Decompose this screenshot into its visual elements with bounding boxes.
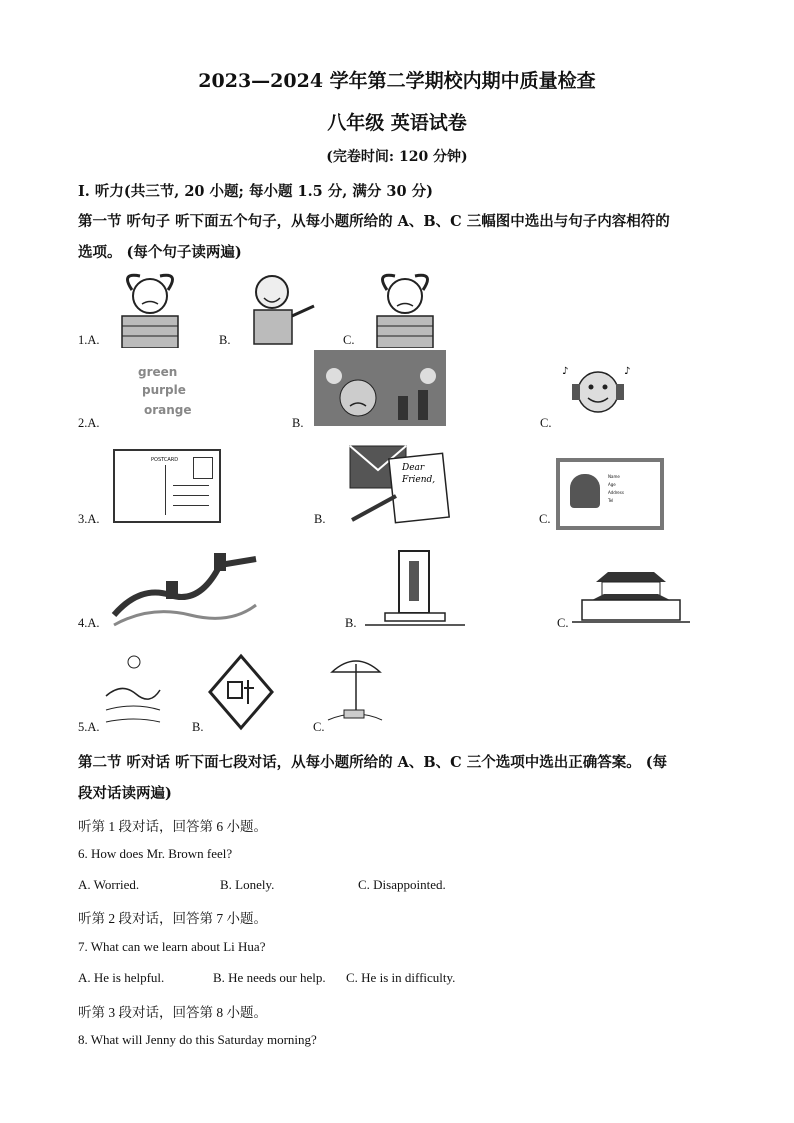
section1-instructions-line2: 选项。 (每个句子读两遍) [78, 244, 242, 261]
tiananmen-image [572, 560, 690, 626]
q6-option-b: B. Lonely. [220, 877, 275, 892]
q5-label-a: 5.A. [78, 720, 100, 734]
q6-option-a: A. Worried. [78, 877, 140, 892]
q7-option-c: C. He is in difficulty. [346, 970, 456, 985]
q5-label-b: B. [192, 720, 204, 734]
beach-umbrella-image [326, 650, 384, 730]
q4-label-b: B. [345, 616, 357, 630]
postcard-image [113, 449, 221, 523]
question-8: 8. What will Jenny do this Saturday morning? [78, 1032, 317, 1047]
color-word-green: green [138, 365, 178, 379]
letter-text-dear: Dear [402, 463, 425, 473]
q4-label-a: 4.A. [78, 616, 100, 630]
worried-boy-image-2 [355, 268, 455, 348]
id-card-field-tel: Tel [608, 498, 614, 503]
id-card-image [556, 458, 664, 530]
colors-words-image [108, 353, 198, 421]
q1-label-b: B. [219, 333, 231, 347]
q7-option-b: B. He needs our help. [213, 970, 326, 985]
q1-label-c: C. [343, 333, 355, 347]
sad-faces-image [314, 350, 446, 426]
exam-time: (完卷时间: 120 分钟) [326, 149, 468, 165]
q1-label-a: 1.A. [78, 333, 100, 347]
q6-option-c: C. Disappointed. [358, 877, 446, 892]
section2-instructions-line2: 段对话读两遍) [78, 785, 172, 802]
dialogue2-intro: 听第 2 段对话，回答第 7 小题。 [78, 911, 267, 926]
question-7: 7. What can we learn about Li Hua? [78, 939, 266, 954]
letter-text-friend: Friend, [402, 475, 436, 485]
color-word-purple: purple [142, 383, 186, 397]
part1-heading: Ⅰ. 听力(共三节, 20 小题; 每小题 1.5 分, 满分 30 分) [78, 183, 434, 200]
postcard-label: POSTCARD [151, 457, 179, 463]
worried-boy-image [100, 268, 200, 348]
exam-title: 2023—2024 学年第二学期校内期中质量检查 [198, 70, 596, 92]
id-card-field-address: Address [608, 490, 624, 495]
q3-label-a: 3.A. [78, 512, 100, 526]
letter-envelope-image [348, 442, 450, 524]
q3-label-b: B. [314, 512, 326, 526]
dialogue1-intro: 听第 1 段对话，回答第 6 小题。 [78, 819, 267, 834]
svg-text:♪: ♪ [624, 366, 631, 377]
color-word-orange: orange [144, 403, 192, 417]
q4-label-c: C. [557, 616, 569, 630]
section2-instructions-line1: 第二节 听对话 听下面七段对话，从每小题所给的 A、B、C 三个选项中选出正确答案。 (每 [78, 754, 668, 771]
q2-label-c: C. [540, 416, 552, 430]
q2-label-a: 2.A. [78, 416, 100, 430]
section1-instructions-line1: 第一节 听句子 听下面五个句子，从每小题所给的 A、B、C 三幅图中选出与句子内容相符的 [78, 213, 670, 230]
dialogue3-intro: 听第 3 段对话，回答第 8 小题。 [78, 1005, 267, 1020]
great-wall-image [110, 545, 258, 629]
sunny-landscape-image [104, 652, 162, 732]
exam-subtitle: 八年级 英语试卷 [327, 112, 467, 134]
warning-sign-image [208, 652, 274, 732]
monument-image [365, 545, 465, 629]
q3-label-c: C. [539, 512, 551, 526]
id-card-field-age: Age [608, 482, 616, 487]
svg-text:♪: ♪ [562, 366, 569, 377]
happy-boy-image [232, 268, 322, 348]
question-6: 6. How does Mr. Brown feel? [78, 846, 233, 861]
q2-label-b: B. [292, 416, 304, 430]
q5-label-c: C. [313, 720, 325, 734]
q7-option-a: A. He is helpful. [78, 970, 165, 985]
id-card-field-name: Name [608, 474, 620, 479]
smiley-headphones-image [560, 360, 636, 422]
